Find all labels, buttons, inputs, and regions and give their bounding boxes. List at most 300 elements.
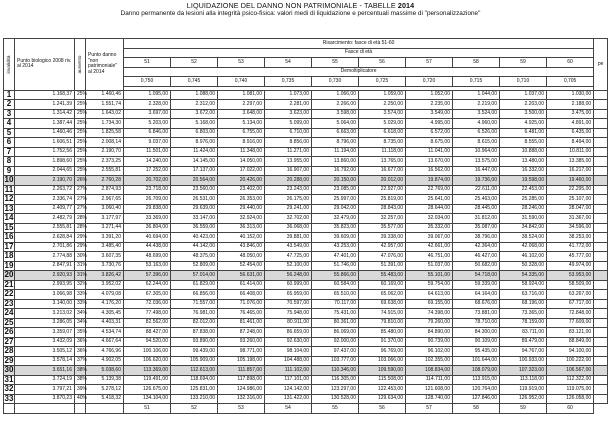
value-cell: 43.253,00 [312,242,359,252]
value-cell: 25.463,00 [453,195,500,205]
age-header-53: 53 [218,58,265,68]
value-cell: 58.924,00 [500,280,547,290]
punto-biologico-cell: 2.044,65 [15,166,75,176]
value-cell: 8.494,00 [547,138,594,148]
punto-non-patrimoniale-cell: 2.967,65 [86,195,124,205]
punto-non-patrimoniale-cell: 4.766,96 [86,347,124,357]
value-cell: 35.577,00 [359,223,406,233]
value-cell: 78.710,00 [453,318,500,328]
value-cell: 39.338,00 [359,233,406,243]
aumento-cell: 27% [75,195,86,205]
table-row [4,119,608,129]
punto-non-patrimoniale-cell: 1.643,02 [86,109,124,119]
value-cell: 39.067,00 [406,233,453,243]
value-cell: 17.022,00 [218,166,265,176]
value-cell: 122.453,00 [359,385,406,395]
value-cell: 4.925,00 [500,119,547,129]
value-cell: 94.100,00 [547,347,594,357]
value-cell: 79.810,00 [359,318,406,328]
footer-age-57: 57 [406,404,453,414]
value-cell: 10.811,00 [547,147,594,157]
value-cell: 123.297,00 [312,385,359,395]
value-cell: 66.856,00 [171,290,218,300]
value-cell: 116.305,00 [312,375,359,385]
value-cell: 1.088,00 [171,90,218,100]
invalidity-cell: 23 [4,298,14,308]
table-row [4,242,608,252]
value-cell: 6.846,00 [124,128,171,138]
value-cell: 26.709,00 [124,195,171,205]
punto-non-patrimoniale-cell: 4.176,20 [86,299,124,309]
invalidity-cell: 21 [4,279,14,289]
demultiplier-cell: 0,715 [453,77,500,87]
value-cell: 45.777,00 [547,252,594,262]
table-row [4,385,608,395]
value-cell: 86.069,00 [312,328,359,338]
value-cell: 6.481,00 [500,128,547,138]
value-cell: 5.099,00 [265,119,312,129]
value-cell: 3.697,00 [124,109,171,119]
punto-biologico-cell: 3.359,07 [15,328,75,338]
invalidity-cell: 25 [4,317,14,327]
value-cell: 60.584,00 [312,280,359,290]
value-cell: 75.431,00 [312,309,359,319]
edge-cell [594,233,608,243]
value-cell: 121.608,00 [406,385,453,395]
value-cell: 42.661,00 [406,242,453,252]
invalidity-cell: 15 [4,222,14,232]
table-row [4,366,608,376]
value-cell: 42.364,00 [453,242,500,252]
invalidity-cell: 24 [4,308,14,318]
value-cell: 80.911,00 [265,318,312,328]
footer-blank [4,404,15,414]
punto-non-patrimoniale-cell: 1.825,58 [86,128,124,138]
value-cell: 6.526,00 [453,128,500,138]
value-cell: 40.423,00 [171,233,218,243]
aumento-cell: 38% [75,375,86,385]
aumento-cell: 30% [75,252,86,262]
value-cell: 48.375,00 [171,252,218,262]
punto-biologico-cell: 1.241,39 [15,100,75,110]
table-row [4,100,608,110]
table-row [4,166,608,176]
invalidity-cell: 16 [4,232,14,242]
value-cell: 98.104,00 [265,347,312,357]
demultiplier-cell: 0,720 [406,77,453,87]
punto-biologico-cell: 3.140,00 [15,299,75,309]
age-header-52: 52 [171,58,218,68]
value-cell: 3.524,00 [453,109,500,119]
aumento-cell: 34% [75,309,86,319]
col-header-pe: pe [594,39,608,91]
value-cell: 22.453,00 [500,185,547,195]
punto-non-patrimoniale-cell: 4.079,08 [86,290,124,300]
value-cell: 125.831,00 [171,385,218,395]
value-cell: 6.435,00 [547,128,594,138]
value-cell: 42.957,00 [359,242,406,252]
value-cell: 57.014,00 [171,271,218,281]
punto-biologico-cell: 1.752,56 [15,147,75,157]
value-cell: 60.999,00 [265,280,312,290]
punto-non-patrimoniale-cell: 1.734,30 [86,119,124,129]
value-cell: 29.241,00 [265,204,312,214]
table-row [4,271,608,281]
value-cell: 43.549,00 [265,242,312,252]
value-cell: 25.997,00 [312,195,359,205]
value-cell: 64.613,00 [406,290,453,300]
value-cell: 55.866,00 [312,271,359,281]
value-cell: 16.562,00 [406,166,453,176]
edge-cell [594,100,608,110]
value-cell: 108.834,00 [406,366,453,376]
value-cell: 47.725,00 [265,252,312,262]
value-cell: 19.736,00 [453,176,500,186]
value-cell: 120.764,00 [453,385,500,395]
value-cell: 25.285,00 [500,195,547,205]
value-cell: 6.663,00 [312,128,359,138]
footer-blank [15,404,75,414]
value-cell: 81.461,00 [218,318,265,328]
value-cell: 11.501,00 [124,147,171,157]
table-row [4,223,608,233]
value-cell: 94.520,00 [124,337,171,347]
value-cell: 6.572,00 [406,128,453,138]
punto-biologico-cell: 2.190,70 [15,176,75,186]
edge-cell [594,223,608,233]
value-cell: 28.644,00 [406,204,453,214]
value-cell: 8.675,00 [406,138,453,148]
aumento-cell: 29% [75,233,86,243]
edge-cell [594,138,608,148]
invalidity-cell: 4 [4,119,15,129]
value-cell: 59.339,00 [453,280,500,290]
value-cell: 2.203,00 [500,100,547,110]
aumento-cell: 32% [75,280,86,290]
value-cell: 6.755,00 [218,128,265,138]
value-cell: 124.986,00 [218,385,265,395]
value-cell: 64.164,00 [453,290,500,300]
value-cell: 51.746,00 [312,261,359,271]
value-cell: 96.102,00 [406,347,453,357]
edge-cell [594,309,608,319]
value-cell: 2.281,00 [265,100,312,110]
invalidity-cell: 13 [4,203,14,213]
demultiplier-cell: 0,740 [218,77,265,87]
table-row [4,204,608,214]
value-cell: 92.000,00 [312,337,359,347]
value-cell: 106.620,00 [124,356,171,366]
value-cell: 8.856,00 [265,138,312,148]
value-cell: 26.353,00 [218,195,265,205]
edge-cell [594,214,608,224]
table-row [4,233,608,243]
value-cell: 31.367,00 [547,214,594,224]
punto-biologico-cell: 2.774,88 [15,252,75,262]
value-cell: 6.710,00 [265,128,312,138]
value-cell: 69.155,00 [406,299,453,309]
value-cell: 54.718,00 [453,271,500,281]
value-cell: 107.323,00 [500,366,547,376]
punto-biologico-cell: 3.724,19 [15,375,75,385]
value-cell: 6.803,00 [171,128,218,138]
value-cell: 133.210,00 [171,394,218,404]
edge-cell [594,356,608,366]
value-cell: 16.447,00 [453,166,500,176]
value-cell: 113.915,00 [453,375,500,385]
value-cell: 51.391,00 [359,261,406,271]
value-cell: 13.385,00 [547,157,594,167]
aumento-cell: 28% [75,223,86,233]
value-cell: 19.598,00 [500,176,547,186]
value-cell: 35.332,00 [406,223,453,233]
demultiplier-cell: 0,705 [547,77,594,87]
punto-non-patrimoniale-cell: 5.278,12 [86,385,124,395]
value-cell: 25.819,00 [359,195,406,205]
value-cell: 25.107,00 [547,195,594,205]
value-cell: 40.152,00 [218,233,265,243]
value-cell: 130.528,00 [312,394,359,404]
punto-non-patrimoniale-cell: 1.460,46 [86,90,124,100]
punto-biologico-cell: 1.606,51 [15,138,75,148]
table-row [4,394,608,404]
table-row [4,252,608,262]
value-cell: 29.440,00 [218,204,265,214]
value-cell: 26.531,00 [171,195,218,205]
age-header-60: 60 [547,58,594,68]
punto-biologico-cell: 3.797,21 [15,385,75,395]
value-cell: 56.631,00 [218,271,265,281]
table-row [4,157,608,167]
punto-biologico-cell: 3.505,12 [15,347,75,357]
table-body [4,39,608,414]
age-header-57: 57 [406,58,453,68]
aumento-cell: 25% [75,138,86,148]
edge-cell [594,328,608,338]
value-cell: 5.168,00 [171,119,218,129]
value-cell: 13.955,00 [265,157,312,167]
value-cell: 92.630,00 [265,337,312,347]
value-cell: 23.243,00 [265,185,312,195]
footer-age-55: 55 [312,404,359,414]
value-cell: 131.422,00 [265,394,312,404]
value-cell: 32.479,00 [312,214,359,224]
age-header-51: 51 [124,58,171,68]
punto-non-patrimoniale-cell: 4.403,31 [86,318,124,328]
invalidity-cell: 14 [4,213,14,223]
aumento-cell: 40% [75,394,86,404]
value-cell: 119.075,00 [547,385,594,395]
value-cell: 8.976,00 [171,138,218,148]
edge-cell [594,109,608,119]
value-cell: 46.102,00 [500,252,547,262]
value-cell: 2.312,00 [171,100,218,110]
punto-biologico-cell: 3.213,02 [15,309,75,319]
table-row [4,299,608,309]
value-cell: 3.623,00 [265,109,312,119]
value-cell: 32.257,00 [359,214,406,224]
punto-biologico-cell: 3.870,23 [15,394,75,404]
value-cell: 103.777,00 [312,356,359,366]
table-row [4,280,608,290]
value-cell: 28.445,00 [453,204,500,214]
value-cell: 31.812,00 [453,214,500,224]
value-cell: 1.044,00 [453,90,500,100]
value-cell: 109.590,00 [359,366,406,376]
value-cell: 46.427,00 [453,252,500,262]
footer-age-53: 53 [218,404,265,414]
table-row [4,318,608,328]
value-cell: 91.370,00 [359,337,406,347]
value-cell: 74.915,00 [359,309,406,319]
invalidity-cell: 9 [4,166,15,176]
value-cell: 87.838,00 [171,328,218,338]
value-cell: 14.145,00 [171,157,218,167]
value-cell: 55.483,00 [359,271,406,281]
value-cell: 105.198,00 [218,356,265,366]
table-row [4,138,608,148]
punto-non-patrimoniale-cell: 2.373,25 [86,157,124,167]
aumento-cell: 37% [75,356,86,366]
value-cell: 14.240,00 [124,157,171,167]
value-cell: 20.426,00 [218,176,265,186]
value-cell: 10.964,00 [453,147,500,157]
value-cell: 63.267,00 [547,290,594,300]
edge-cell [594,375,608,385]
value-cell: 85.480,00 [359,328,406,338]
value-cell: 72.848,00 [547,309,594,319]
band-demoltiplicatore: Demoltiplicatore [124,67,594,77]
age-header-58: 58 [453,58,500,68]
value-cell: 38.253,00 [547,233,594,243]
value-cell: 51.037,00 [406,261,453,271]
table-row [4,176,608,186]
value-cell: 52.454,00 [218,261,265,271]
value-cell: 93.260,00 [218,337,265,347]
value-cell: 2.266,00 [312,100,359,110]
value-cell: 32.702,00 [265,214,312,224]
value-cell: 11.348,00 [218,147,265,157]
value-cell: 129.634,00 [359,394,406,404]
value-cell: 43.846,00 [218,242,265,252]
edge-cell [594,185,608,195]
value-cell: 2.297,00 [218,100,265,110]
punto-non-patrimoniale-cell: 3.730,76 [86,261,124,271]
value-cell: 2.235,00 [406,100,453,110]
value-cell: 16.217,00 [547,166,594,176]
table-row [4,375,608,385]
invalidity-cell: 19 [4,260,14,270]
value-cell: 1.081,00 [218,90,265,100]
value-cell: 11.194,00 [312,147,359,157]
value-cell: 10.888,00 [500,147,547,157]
value-cell: 60.169,00 [359,280,406,290]
value-cell: 19.874,00 [406,176,453,186]
value-cell: 72.036,00 [124,299,171,309]
punto-non-patrimoniale-cell: 2.874,93 [86,185,124,195]
footer-age-51: 51 [124,404,171,414]
edge-cell [594,280,608,290]
invalidity-cell: 1 [4,90,15,100]
invalidity-cell: 6 [4,138,15,148]
value-cell: 54.335,00 [500,271,547,281]
value-cell: 28.246,00 [500,204,547,214]
value-cell: 112.322,00 [547,375,594,385]
punto-biologico-cell: 2.847,91 [15,261,75,271]
edge-cell [594,299,608,309]
edge-cell [594,166,608,176]
table-row [4,337,608,347]
value-cell: 36.804,00 [124,223,171,233]
footer-age-56: 56 [359,404,406,414]
punto-non-patrimoniale-cell: 2.008,14 [86,138,124,148]
value-cell: 5.203,00 [124,119,171,129]
value-cell: 112.613,00 [171,366,218,376]
value-cell: 71.557,00 [171,299,218,309]
aumento-cell: 29% [75,242,86,252]
punto-biologico-cell: 1.314,42 [15,109,75,119]
punto-non-patrimoniale-cell: 1.551,74 [86,100,124,110]
footer-age-60: 60 [547,404,594,414]
value-cell: 61.829,00 [171,280,218,290]
col-header-punto-biologico: Punto biologico 2008 riv. al 2014 [15,39,75,91]
demultiplier-cell: 0,735 [265,77,312,87]
aumento-cell: 36% [75,337,86,347]
value-cell: 2.219,00 [453,100,500,110]
value-cell: 23.718,00 [124,185,171,195]
invalidity-cell: 29 [4,355,14,365]
table-row [4,261,608,271]
value-cell: 114.711,00 [406,375,453,385]
aumento-cell: 36% [75,347,86,357]
value-cell: 29.042,00 [312,204,359,214]
value-cell: 16.792,00 [312,166,359,176]
punto-non-patrimoniale-cell: 3.060,40 [86,204,124,214]
value-cell: 124.142,00 [265,385,312,395]
aumento-cell: 27% [75,204,86,214]
value-cell: 47.076,00 [359,252,406,262]
invalidity-cell: 8 [4,157,15,167]
col-header-aumento: aumento [75,39,86,91]
value-cell: 68.196,00 [500,299,547,309]
aumento-cell: 26% [75,176,86,186]
value-cell: 83.121,00 [547,328,594,338]
invalidity-cell: 3 [4,109,15,119]
value-cell: 29.838,00 [124,204,171,214]
aumento-cell: 31% [75,261,86,271]
value-cell: 11.041,00 [406,147,453,157]
value-cell: 63.716,00 [500,290,547,300]
aumento-cell: 39% [75,385,86,395]
value-cell: 8.916,00 [218,138,265,148]
value-cell: 55.101,00 [406,271,453,281]
value-cell: 75.948,00 [265,309,312,319]
value-cell: 20.564,00 [171,176,218,186]
col-header-invalidita: invalidità [4,39,15,91]
aumento-cell: 25% [75,109,86,119]
value-cell: 16.677,00 [359,166,406,176]
punto-biologico-cell: 2.628,84 [15,233,75,243]
value-cell: 86.659,00 [265,328,312,338]
table-row [4,109,608,119]
aumento-cell: 25% [75,90,86,100]
value-cell: 48.050,00 [218,252,265,262]
value-cell: 108.079,00 [453,366,500,376]
edge-cell [594,90,608,100]
edge-cell [594,128,608,138]
invalidity-cell: 12 [4,194,14,204]
value-cell: 105.909,00 [171,356,218,366]
